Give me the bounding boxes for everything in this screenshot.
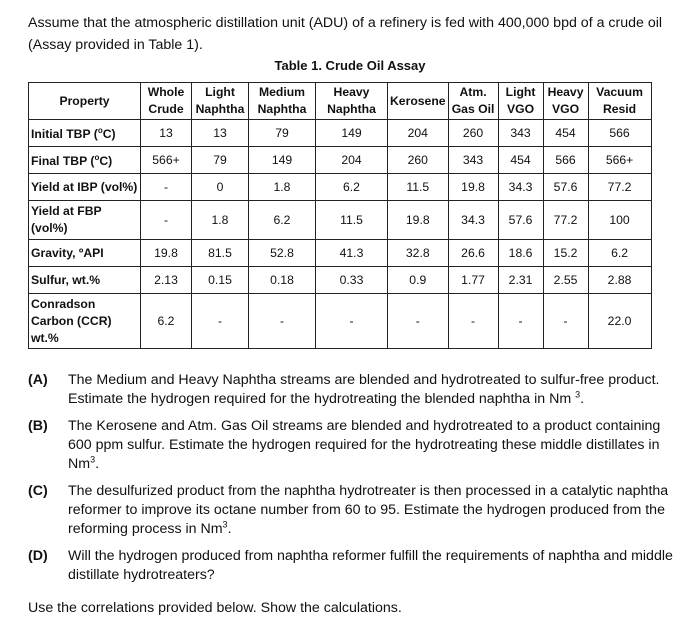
cell: 2.88 xyxy=(588,267,651,294)
cell: 19.8 xyxy=(141,240,192,267)
row-label: Yield at IBP (vol%) xyxy=(29,174,141,201)
cell: 41.3 xyxy=(316,240,388,267)
table-row-gravity xyxy=(29,240,652,267)
closing-instruction: Use the correlations provided below. Show the calculations. xyxy=(28,600,402,616)
cell: 1.8 xyxy=(192,201,249,240)
cell: 18.6 xyxy=(498,240,543,267)
question-letter: (D) xyxy=(28,548,48,564)
cell: 22.0 xyxy=(588,294,651,349)
cell: 19.8 xyxy=(448,174,498,201)
cell: 2.31 xyxy=(498,267,543,294)
table-header-row xyxy=(29,83,652,120)
cell: 2.13 xyxy=(141,267,192,294)
cell: 149 xyxy=(249,147,316,174)
cell: 0 xyxy=(192,174,249,201)
question-list xyxy=(28,371,678,593)
cell: 11.5 xyxy=(316,201,388,240)
question-c xyxy=(28,482,678,539)
cell: 566 xyxy=(588,120,651,147)
cell: 2.55 xyxy=(543,267,588,294)
table-row-initial-tbp xyxy=(29,120,652,147)
cell: 6.2 xyxy=(316,174,388,201)
cell: 11.5 xyxy=(388,174,449,201)
cell: - xyxy=(192,294,249,349)
table-title: Table 1. Crude Oil Assay xyxy=(274,58,426,73)
cell: 34.3 xyxy=(498,174,543,201)
cell: - xyxy=(316,294,388,349)
header-medium-naphtha: Medium Naphtha xyxy=(249,83,316,120)
cell: 1.8 xyxy=(249,174,316,201)
cell: 15.2 xyxy=(543,240,588,267)
cell: 77.2 xyxy=(588,174,651,201)
table-row-final-tbp xyxy=(29,147,652,174)
cell: 6.2 xyxy=(141,294,192,349)
crude-oil-assay-table xyxy=(28,82,652,349)
header-light-vgo: Light VGO xyxy=(498,83,543,120)
cell: - xyxy=(543,294,588,349)
question-letter: (C) xyxy=(28,483,48,499)
cell: 100 xyxy=(588,201,651,240)
cell: 26.6 xyxy=(448,240,498,267)
table-row-sulfur xyxy=(29,267,652,294)
row-label: Final TBP ($^o$C) xyxy=(29,147,141,174)
cell: 454 xyxy=(498,147,543,174)
cell: 79 xyxy=(192,147,249,174)
header-light-naphtha: Light Naphtha xyxy=(192,83,249,120)
table-row-yield-ibp xyxy=(29,174,652,201)
header-heavy-naphtha: Heavy Naphtha xyxy=(316,83,388,120)
header-atm-gas-oil: Atm. Gas Oil xyxy=(448,83,498,120)
cell: 566+ xyxy=(588,147,651,174)
cell: 343 xyxy=(498,120,543,147)
cell: - xyxy=(141,201,192,240)
cell: 0.15 xyxy=(192,267,249,294)
cell: 0.18 xyxy=(249,267,316,294)
cell: 566+ xyxy=(141,147,192,174)
cell: - xyxy=(141,174,192,201)
header-property: Property xyxy=(29,83,141,120)
cell: - xyxy=(498,294,543,349)
header-heavy-vgo: Heavy VGO xyxy=(543,83,588,120)
question-letter: (B) xyxy=(28,418,48,434)
cell: - xyxy=(249,294,316,349)
row-label: Gravity, ºAPI xyxy=(29,240,141,267)
row-label: Initial TBP ($^o$C) xyxy=(29,120,141,147)
cell: 32.8 xyxy=(388,240,449,267)
question-text: The desulfurized product from the naphtha hydrotreater is then processed in a catalytic naphtha reformer to improve its octane number from 60 to 95. Estimate the hydrogen produced from the reforming process in Nm$^3$. xyxy=(68,483,669,537)
cell: 343 xyxy=(448,147,498,174)
cell: 57.6 xyxy=(543,174,588,201)
question-text: Will the hydrogen produced from naphtha reformer fulfill the requirements of naphtha and middle distillate hydrotreaters? xyxy=(68,548,673,583)
row-label: Sulfur, wt.% xyxy=(29,267,141,294)
question-d xyxy=(28,547,678,585)
cell: 57.6 xyxy=(498,201,543,240)
cell: 13 xyxy=(141,120,192,147)
table-row-yield-fbp xyxy=(29,201,652,240)
question-a xyxy=(28,371,678,409)
cell: - xyxy=(388,294,449,349)
cell: 6.2 xyxy=(249,201,316,240)
cell: 454 xyxy=(543,120,588,147)
cell: 6.2 xyxy=(588,240,651,267)
header-whole-crude: Whole Crude xyxy=(141,83,192,120)
intro-paragraph: Assume that the atmospheric distillation unit (ADU) of a refinery is fed with 400,000 bpd of a crude oil (Assay provided in Table 1). xyxy=(28,15,663,53)
cell: 34.3 xyxy=(448,201,498,240)
cell: 0.9 xyxy=(388,267,449,294)
question-text: The Kerosene and Atm. Gas Oil streams are blended and hydrotreated to a product containing 600 ppm sulfur. Estimate the hydrogen required for the hydrotreating these middle distillates in Nm$^3$. xyxy=(68,418,661,472)
cell: 52.8 xyxy=(249,240,316,267)
table-row-conradson-carbon xyxy=(29,294,652,349)
cell: 566 xyxy=(543,147,588,174)
cell: 149 xyxy=(316,120,388,147)
header-vacuum-resid: Vacuum Resid xyxy=(588,83,651,120)
row-label: Conradson Carbon (CCR) wt.% xyxy=(29,294,141,349)
cell: 1.77 xyxy=(448,267,498,294)
row-label: Yield at FBP (vol%) xyxy=(29,201,141,240)
question-letter: (A) xyxy=(28,372,48,388)
cell: 79 xyxy=(249,120,316,147)
question-text: The Medium and Heavy Naphtha streams are blended and hydrotreated to sulfur-free product. Estimate the hydrogen required for the hydrotreating the blended naphtha in Nm $^3$. xyxy=(68,372,660,407)
cell: 81.5 xyxy=(192,240,249,267)
header-kerosene: Kerosene xyxy=(388,83,449,120)
cell: 19.8 xyxy=(388,201,449,240)
cell: - xyxy=(448,294,498,349)
cell: 260 xyxy=(448,120,498,147)
cell: 260 xyxy=(388,147,449,174)
cell: 77.2 xyxy=(543,201,588,240)
cell: 204 xyxy=(388,120,449,147)
question-b xyxy=(28,417,678,474)
cell: 0.33 xyxy=(316,267,388,294)
cell: 204 xyxy=(316,147,388,174)
cell: 13 xyxy=(192,120,249,147)
